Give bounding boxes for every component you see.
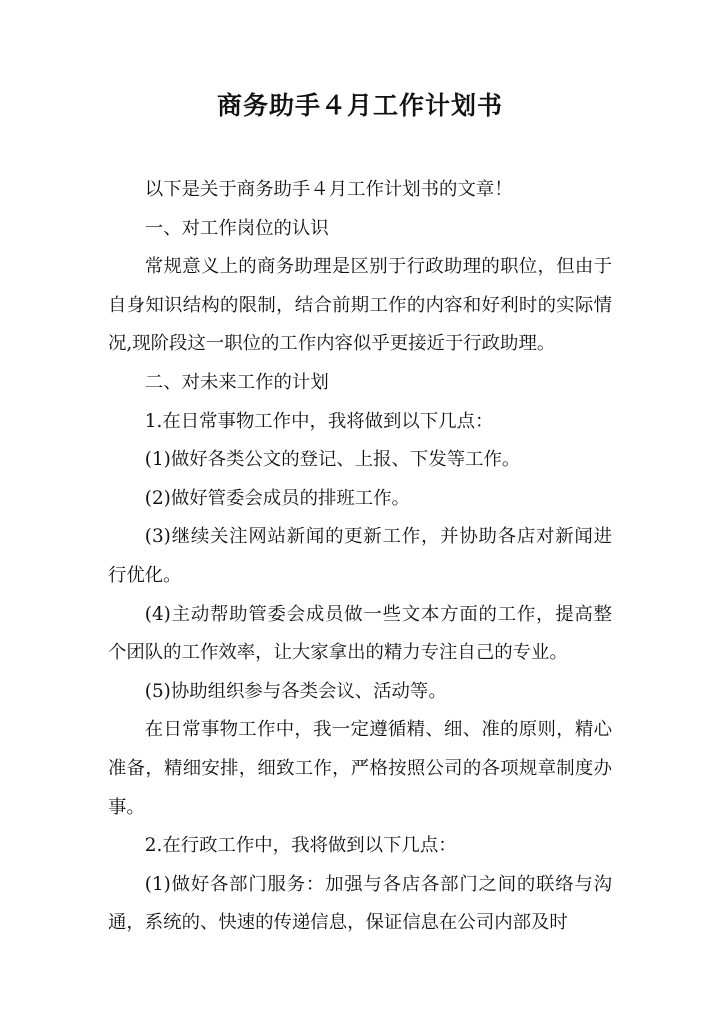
list-item-1: (1)做好各类公文的登记、上报、下发等工作。 [144,449,521,471]
section-heading-1: 一、对工作岗位的认识 [144,217,329,239]
document-title: 商务助手４月工作计划书 [216,91,503,120]
document-body [108,171,612,943]
section-heading-2: 二、对未来工作的计划 [144,371,329,393]
paragraph-daily-principle: 在日常事物工作中，我一定遵循精、细、准的原则，精心准备，精细安排，细致工作，严格按照公司的各项规章制度办事。 [108,719,612,818]
list-item-4: (4)主动帮助管委会成员做一些文本方面的工作，提高整个团队的工作效率，让大家拿出的精力专注自己的专业。 [108,603,612,664]
list-item-admin-1: (1)做好各部门服务：加强与各店各部门之间的联络与沟通，系统的、快速的传递信息，保证信息在公司内部及时 [108,873,612,934]
subsection-heading-admin: 2.在行政工作中，我将做到以下几点： [144,835,457,857]
paragraph-intro: 以下是关于商务助手４月工作计划书的文章！ [144,179,513,200]
subsection-heading-daily: 1.在日常事物工作中，我将做到以下几点： [144,410,494,432]
list-item-3: (3)继续关注网站新闻的更新工作，并协助各店对新闻进行优化。 [108,526,612,586]
paragraph-role-understanding: 常规意义上的商务助理是区别于行政助理的职位，但由于自身知识结构的限制，结合前期工作的内容和好利时的实际情况,现阶段这一职位的工作内容似乎更接近于行政助理。 [108,256,612,355]
list-item-2: (2)做好管委会成员的排班工作。 [144,487,410,509]
list-item-5: (5)协助组织参与各类会议、活动等。 [144,680,447,702]
